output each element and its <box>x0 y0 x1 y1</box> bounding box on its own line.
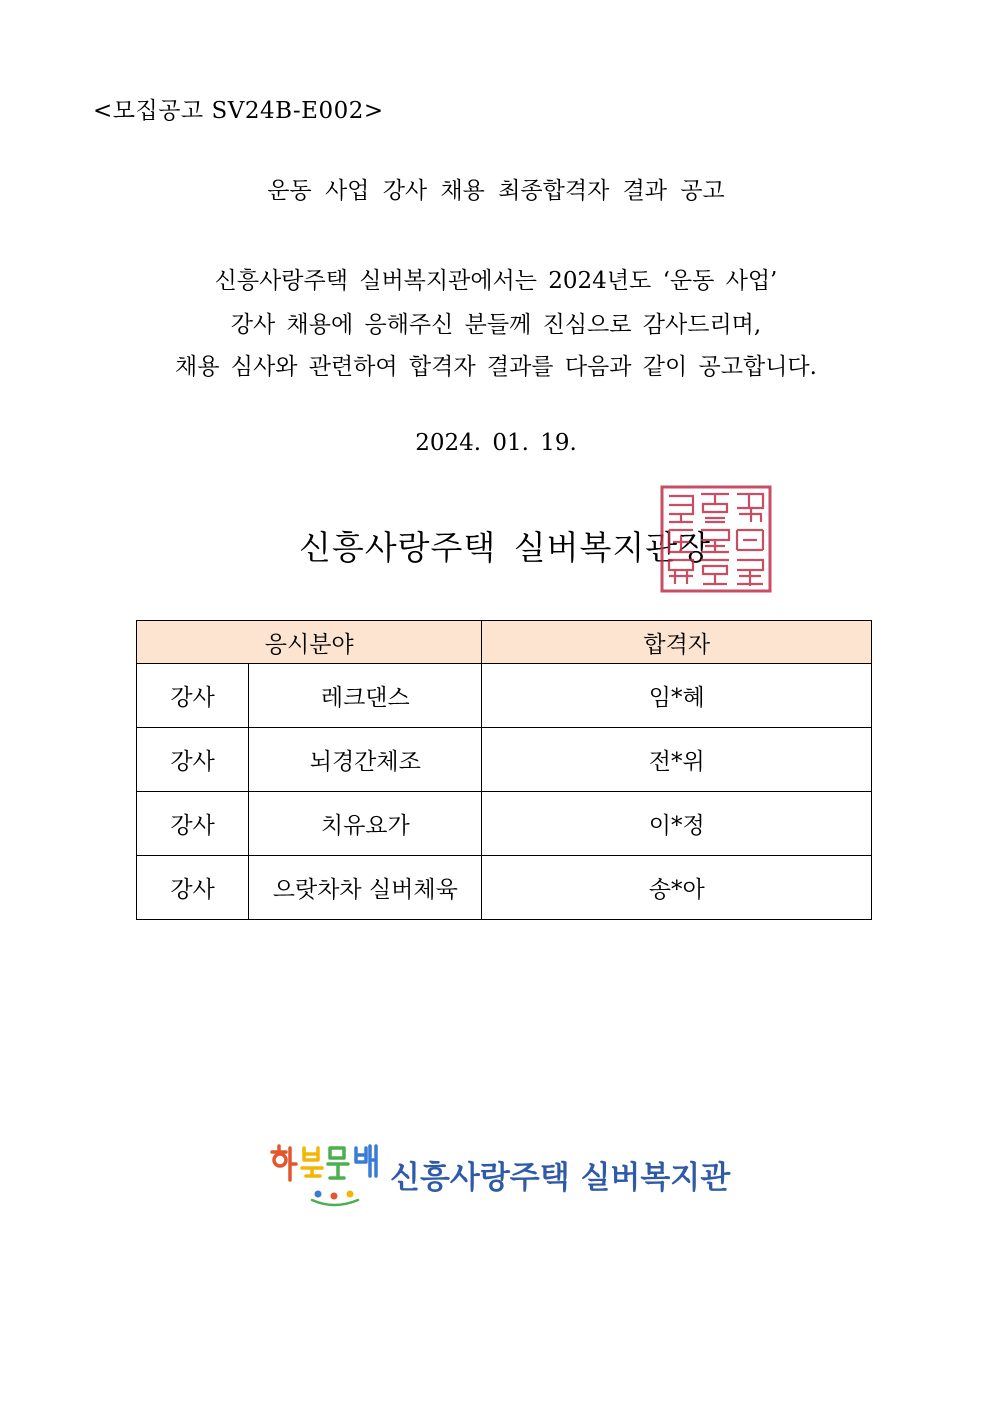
cell-role: 강사 <box>137 664 249 728</box>
cell-field: 레크댄스 <box>249 664 482 728</box>
cell-name: 임*혜 <box>482 664 872 728</box>
notice-title: 운동 사업 강사 채용 최종합격자 결과 공고 <box>267 178 725 204</box>
results-table <box>136 620 872 920</box>
organization-name: 신흥사랑주택 실버복지관 <box>390 1160 731 1196</box>
cell-field: 으랏차차 실버체육 <box>249 856 482 920</box>
table-row <box>137 728 872 792</box>
organization-logo <box>266 1138 731 1210</box>
official-seal-stamp <box>659 484 773 594</box>
cell-role: 강사 <box>137 792 249 856</box>
cell-field: 뇌경간체조 <box>249 728 482 792</box>
slogan-mark-icon <box>266 1138 386 1210</box>
cell-name: 전*위 <box>482 728 872 792</box>
notice-date: 2024. 01. 19. <box>415 430 577 456</box>
cell-name: 이*정 <box>482 792 872 856</box>
header-passer: 합격자 <box>482 621 872 664</box>
table-row <box>137 792 872 856</box>
notice-number: <모집공고 SV24B-E002> <box>93 98 384 124</box>
body-line-3: 채용 심사와 관련하여 합격자 결과를 다음과 같이 공고합니다. <box>175 354 817 380</box>
cell-role: 강사 <box>137 728 249 792</box>
table-header-row <box>137 621 872 664</box>
cell-role: 강사 <box>137 856 249 920</box>
signer-name: 신흥사랑주택 실버복지관장 <box>299 528 712 567</box>
cell-field: 치유요가 <box>249 792 482 856</box>
header-field: 응시분야 <box>137 621 482 664</box>
body-line-2: 강사 채용에 응해주신 분들께 진심으로 감사드리며, <box>230 312 762 338</box>
body-line-1: 신흥사랑주택 실버복지관에서는 2024년도 ‘운동 사업’ <box>214 268 778 294</box>
cell-name: 송*아 <box>482 856 872 920</box>
table-row <box>137 856 872 920</box>
table-row <box>137 664 872 728</box>
